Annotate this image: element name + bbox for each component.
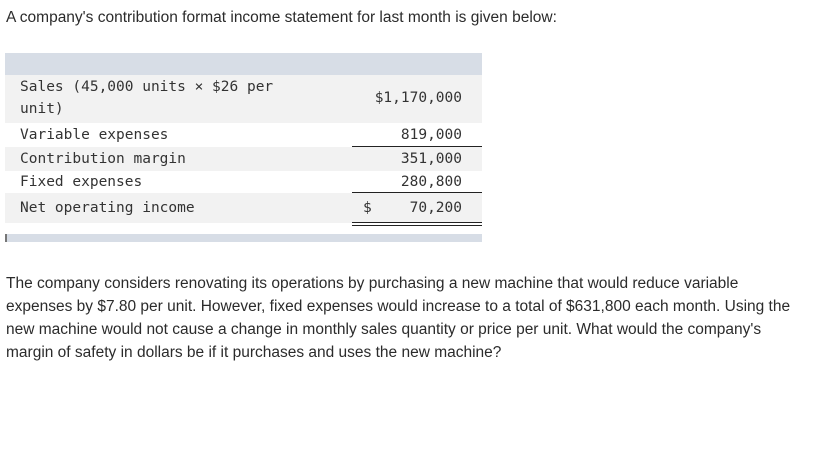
table-row-contribution-margin (5, 147, 482, 171)
intro-text: A company's contribution format income statement for last month is given below: (6, 9, 557, 26)
question-text: The company considers renovating its operations by purchasing a new machine that would reduce variable expenses by $7.80 per unit. However, fixed expenses would increase to a total of $631,800 each month. Using the new machine would not cause a change in monthly sales quantity or price per unit. What would the company's margin of safety in dollars be if it purchases and uses the new machine? (6, 275, 791, 361)
variable-expenses-amount: 819,000 (400, 127, 462, 143)
table-footer-bar (5, 234, 482, 242)
sales-label-line1: Sales (45,000 units × $26 per (20, 79, 274, 95)
sales-amount: $1,170,000 (374, 90, 462, 106)
contribution-margin-label: Contribution margin (20, 151, 186, 167)
net-operating-income-currency: $ (363, 200, 372, 216)
fixed-expenses-label: Fixed expenses (20, 174, 143, 190)
net-operating-income-label: Net operating income (20, 200, 195, 216)
variable-expenses-label: Variable expenses (20, 127, 169, 143)
double-rule-top (352, 222, 482, 223)
contribution-margin-amount: 351,000 (400, 151, 462, 167)
net-operating-income-amount: 70,200 (409, 200, 462, 216)
fixed-expenses-amount: 280,800 (400, 174, 462, 190)
table-row-sales (5, 75, 482, 123)
table-row-net-operating-income (5, 193, 482, 223)
double-rule-bottom (352, 225, 482, 226)
sales-label-line2: unit) (20, 101, 64, 117)
table-row-variable-expenses (5, 123, 482, 147)
table-row-fixed-expenses (5, 171, 482, 193)
table-header-bar (5, 53, 482, 75)
income-statement-table (5, 53, 482, 242)
